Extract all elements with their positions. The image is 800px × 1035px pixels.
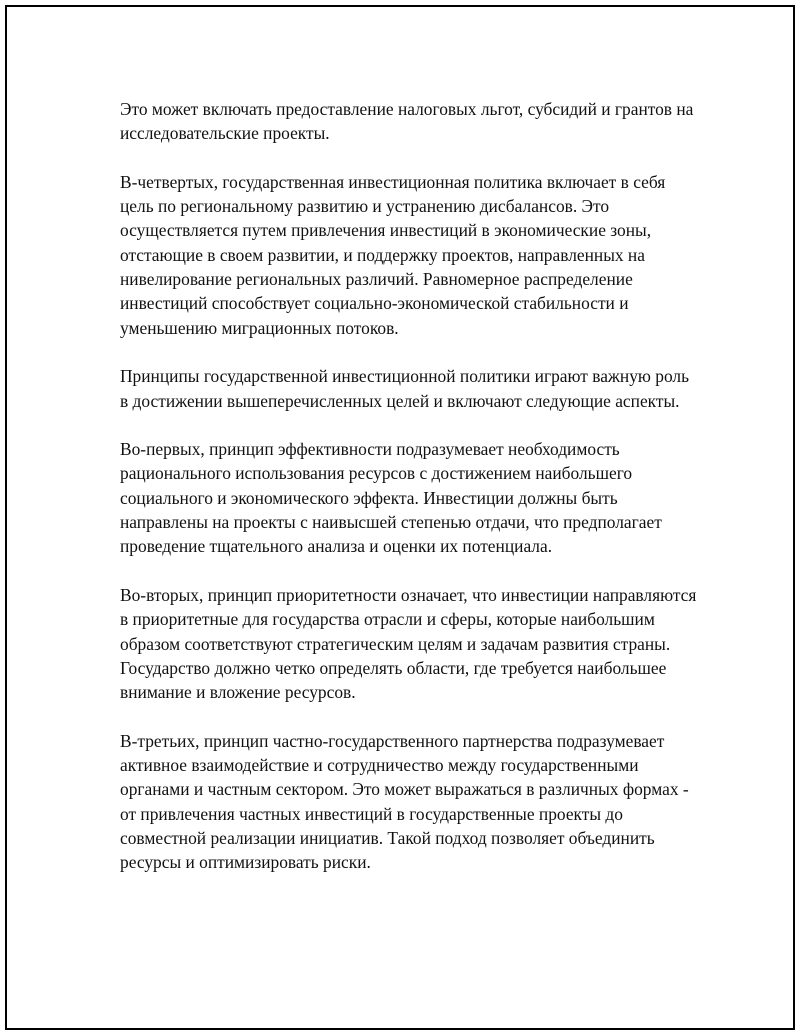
document-page xyxy=(5,5,795,1030)
paragraph-5: Во-вторых, принцип приоритетности означает, что инвестиции направляются в приоритетные для государства отрасли и сферы, которые наибольшим образом соответствуют стратегическим целям и задачам развития страны. Государство должно четко определять области, где требуется наибольшее внимание и вложение ресурсов. xyxy=(120,584,697,703)
paragraph-6: В-третьих, принцип частно-государственного партнерства подразумевает активное взаимодействие и сотрудничество между государственными органами и частным сектором. Это может выражаться в различных формах - от привлечения частных инвестиций в государственные проекты до совместной реализации инициатив. Такой подход позволяет объединить ресурсы и оптимизировать риски. xyxy=(120,730,689,873)
paragraph-2: В-четвертых, государственная инвестиционная политика включает в себя цель по региональному развитию и устранению дисбалансов. Это осуществляется путем привлечения инвестиций в экономические зоны, отстающие в своем развитии, и поддержку проектов, направленных на нивелирование региональных различий. Равномерное распределение инвестиций способствует социально-экономической стабильности и уменьшению миграционных потоков. xyxy=(120,171,666,338)
paragraph-4: Во-первых, принцип эффективности подразумевает необходимость рационального использования ресурсов с достижением наибольшего социального и экономического эффекта. Инвестиции должны быть направлены на проекты с наивысшей степенью отдачи, что предполагает проведение тщательного анализа и оценки их потенциала. xyxy=(120,439,662,557)
paragraph-1: Это может включать предоставление налоговых льгот, субсидий и грантов на исследовательские проекты. xyxy=(120,99,694,144)
paragraph-3: Принципы государственной инвестиционной политики играют важную роль в достижении вышеперечисленных целей и включают следующие аспекты. xyxy=(120,366,690,411)
document-body xyxy=(120,97,700,875)
